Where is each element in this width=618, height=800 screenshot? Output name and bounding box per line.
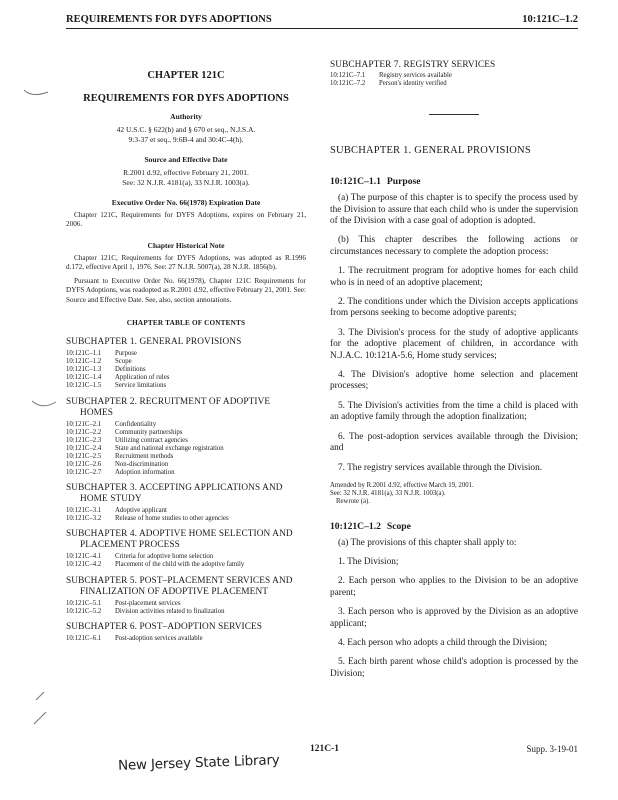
running-header xyxy=(66,8,578,29)
toc-entry-number: 10:121C–1.5 xyxy=(66,382,102,390)
toc-entry[interactable] xyxy=(66,374,306,382)
toc-entry-title: Division activities related to finalization xyxy=(115,607,225,615)
toc-entry-title: Registry services available xyxy=(379,72,452,79)
list-item: 6. The post-adoption services available through the Division; and xyxy=(330,431,578,454)
toc-entry[interactable] xyxy=(66,429,306,437)
margin-mark-icon xyxy=(22,86,52,100)
toc-entry-number: 10:121C–2.1 xyxy=(66,420,102,428)
toc-entry[interactable] xyxy=(66,515,306,523)
historical-note-heading: Chapter Historical Note xyxy=(147,240,225,250)
toc-subchapter-title xyxy=(66,622,306,633)
source-block xyxy=(66,155,306,187)
left-column xyxy=(66,62,306,643)
list-item: 3. The Division's process for the study of adoptive applicants for the adoptive placement of children, in accordance with N.J.A.C. 10:121A-5.6, Home study services; xyxy=(330,327,578,361)
toc-entry[interactable] xyxy=(66,561,306,569)
toc-entry[interactable] xyxy=(66,461,306,469)
toc-subchapter-title xyxy=(66,576,306,598)
toc-entry-number: 10:121C–1.4 xyxy=(66,374,102,382)
scope-list xyxy=(330,557,578,680)
toc-entry-title: Post-placement services xyxy=(115,599,181,607)
toc-entry-title: Recruitment methods xyxy=(115,452,174,460)
source-line: R.2001 d.92, effective February 21, 2001. xyxy=(123,168,249,177)
amendment-line: See: 32 N.J.R. 4181(a), 33 N.J.R. 1003(a). xyxy=(330,490,446,498)
subchapter-heading: SUBCHAPTER 1. GENERAL PROVISIONS xyxy=(330,145,531,157)
toc-title: CHAPTER TABLE OF CONTENTS xyxy=(126,319,246,328)
toc-subchapter-title xyxy=(66,337,306,348)
toc-entry-number: 10:121C–3.1 xyxy=(66,507,102,515)
authority-line: 9:3-37 et seq., 9:6B-4 and 30:4C-4(h). xyxy=(128,134,244,144)
toc-entry-number: 10:121C–2.5 xyxy=(66,452,102,460)
toc-subchapter-title-continuation: HOME STUDY xyxy=(80,494,142,505)
historical-note-block xyxy=(66,241,306,305)
toc-entry-number: 10:121C–4.1 xyxy=(66,553,102,561)
toc-entry-number: 10:121C–7.2 xyxy=(330,80,366,88)
paragraph: (a) The provisions of this chapter shall apply to: xyxy=(338,537,517,548)
toc-entry-number: 10:121C–4.2 xyxy=(66,561,102,569)
header-title: REQUIREMENTS FOR DYFS ADOPTIONS xyxy=(66,14,272,25)
toc-entry-title: Post-adoption services available xyxy=(115,634,203,642)
toc-entry-number: 10:121C–2.4 xyxy=(66,444,102,452)
toc-entry-title: Placement of the child with the adoptive family xyxy=(115,561,245,569)
paragraph: (a) The purpose of this chapter is to specify the process used by the Division to assure that each child who is under the supervision of the Division with a case goal of adoption is adopted. xyxy=(330,193,578,226)
toc-entry[interactable] xyxy=(66,382,306,390)
toc-entry-title: Non-discrimination xyxy=(115,461,169,469)
table-of-contents xyxy=(66,337,306,643)
toc-entry[interactable] xyxy=(66,421,306,429)
toc-subchapter-title xyxy=(66,483,306,505)
toc-subchapter-title-text: SUBCHAPTER 4. ADOPTIVE HOME SELECTION AND xyxy=(66,529,293,540)
list-item: 1. The Division; xyxy=(338,556,399,567)
toc-entry-number: 10:121C–2.2 xyxy=(66,428,102,436)
list-item: 2. The conditions under which the Division accepts applications from persons seeking to become adoptive parents; xyxy=(330,297,578,319)
toc-entry[interactable] xyxy=(66,350,306,358)
toc-subchapter-title-continuation: FINALIZATION OF ADOPTIVE PLACEMENT xyxy=(80,586,269,597)
historical-note-paragraph: Pursuant to Executive Order No. 66(1978), Chapter 121C Requirements for DYFS Adoptions, was readopted as R.2001 d.92, effective February 21, 2001. See: Source and Effective Date. See, also, section annotations. xyxy=(66,277,306,304)
toc-subchapter-items xyxy=(330,72,578,88)
toc-entry-number: 10:121C–7.1 xyxy=(330,72,366,79)
toc-entry-title: State and national exchange registration xyxy=(115,444,224,452)
header-section-number: 10:121C–1.2 xyxy=(522,14,578,25)
amendment-line: Amended by R.2001 d.92, effective March 19, 2001. xyxy=(330,481,474,489)
section-number: 10:121C–1.2 xyxy=(330,520,381,532)
toc-subchapter-title-text: SUBCHAPTER 2. RECRUITMENT OF ADOPTIVE xyxy=(66,396,271,407)
toc-entry[interactable] xyxy=(66,635,306,643)
toc-entry-number: 10:121C–2.3 xyxy=(66,436,102,444)
page-number: 121C-1 xyxy=(310,744,340,754)
toc-entry[interactable] xyxy=(330,72,578,80)
toc-entry[interactable] xyxy=(66,453,306,461)
section-title: Purpose xyxy=(386,176,421,188)
toc-entry-number: 10:121C–5.1 xyxy=(66,599,102,607)
list-item: 4. Each person who adopts a child through the Division; xyxy=(338,637,548,648)
amendment-line: Rewrote (a). xyxy=(336,498,370,506)
authority-line: 42 U.S.C. § 622(b) and § 670 et seq., N.J.S.A. xyxy=(116,125,256,134)
toc-entry-number: 10:121C–1.3 xyxy=(66,366,102,374)
toc-subchapter-title-text: SUBCHAPTER 1. GENERAL PROVISIONS xyxy=(66,337,242,348)
historical-note-paragraph: Chapter 121C, Requirements for DYFS Adoptions, was adopted as R.1996 d.172, effective April 1, 1976. See: 27 N.J.R. 5007(a), 28 N.J.R. 1856(b). xyxy=(66,253,306,271)
exec-order-block xyxy=(66,198,306,230)
section-heading xyxy=(330,176,578,187)
toc-entry-title: Application of rules xyxy=(115,374,170,382)
exec-order-text: Chapter 121C, Requirements for DYFS Adoptions, expires on February 21, 2006. xyxy=(66,211,306,229)
list-item: 7. The registry services available through the Division. xyxy=(338,462,543,473)
authority-block xyxy=(66,112,306,144)
toc-subchapter-title: SUBCHAPTER 7. REGISTRY SERVICES xyxy=(330,60,496,70)
source-line: See: 32 N.J.R. 4181(a), 33 N.J.R. 1003(a). xyxy=(122,177,250,187)
right-column xyxy=(330,60,578,688)
toc-entry-title: Release of home studies to other agencies xyxy=(115,515,229,523)
list-item: 1. The recruitment program for adoptive homes for each child who is in need of an adoptive placement; xyxy=(330,266,578,288)
supplement-date: Supp. 3-19-01 xyxy=(526,744,578,754)
toc-entry-number: 10:121C–1.2 xyxy=(66,358,102,366)
toc-entry-title: Definitions xyxy=(115,366,146,374)
toc-entry[interactable] xyxy=(66,445,306,453)
list-item: 2. Each person who applies to the Division to be an adoptive parent; xyxy=(330,576,578,598)
exec-order-heading: Executive Order No. 66(1978) Expiration Date xyxy=(111,198,261,207)
toc-entry-title: Scope xyxy=(115,358,132,366)
toc-entry-title: Adoption information xyxy=(115,469,175,477)
toc-entry-number: 10:121C–6.1 xyxy=(66,634,102,642)
authority-heading: Authority xyxy=(170,112,202,121)
library-stamp: New Jersey State Library xyxy=(117,752,280,774)
list-item: 5. The Division's activities from the time a child is placed with an adoptive family through the adoption finalization; xyxy=(330,400,578,423)
toc-entry-title: Service limitations xyxy=(115,382,167,390)
toc-entry-title: Purpose xyxy=(115,350,137,358)
toc-entry-number: 10:121C–2.7 xyxy=(66,469,102,477)
toc-entry-title: Person's identity verified xyxy=(379,80,447,88)
toc-entry[interactable] xyxy=(66,469,306,477)
toc-entry-number: 10:121C–2.6 xyxy=(66,461,102,469)
toc-subchapter-title-continuation: PLACEMENT PROCESS xyxy=(80,540,180,551)
chapter-title: REQUIREMENTS FOR DYFS ADOPTIONS xyxy=(83,93,289,104)
list-item: 4. The Division's adoptive home selection and placement processes; xyxy=(330,370,578,392)
toc-entry[interactable] xyxy=(66,437,306,445)
list-item: 3. Each person who is approved by the Division as an adoptive applicant; xyxy=(330,607,578,629)
section-heading xyxy=(330,521,578,532)
amendment-note xyxy=(330,482,578,507)
chapter-number: CHAPTER 121C xyxy=(147,70,225,81)
toc-entry[interactable] xyxy=(330,80,578,88)
toc-subchapter-title-text: SUBCHAPTER 5. POST–PLACEMENT SERVICES AND xyxy=(66,575,293,586)
toc-subchapter-title xyxy=(66,529,306,551)
toc-entry[interactable] xyxy=(66,366,306,374)
toc-entry-title: Adoptive applicant xyxy=(115,507,167,515)
toc-entry-number: 10:121C–3.2 xyxy=(66,515,102,523)
toc-entry-title: Criteria for adoptive home selection xyxy=(115,553,214,561)
source-heading: Source and Effective Date xyxy=(144,155,228,164)
toc-entry[interactable] xyxy=(66,608,306,616)
purpose-list xyxy=(330,266,578,474)
toc-entry-title: Confidentiality xyxy=(115,420,157,428)
toc-entry[interactable] xyxy=(66,358,306,366)
toc-subchapter-title-continuation: HOMES xyxy=(80,407,114,418)
toc-entry-number: 10:121C–1.1 xyxy=(66,350,102,358)
toc-entry[interactable] xyxy=(66,507,306,515)
toc-entry[interactable] xyxy=(66,600,306,608)
toc-entry-title: Community partnerships xyxy=(115,428,183,436)
toc-subchapter-title-text: SUBCHAPTER 3. ACCEPTING APPLICATIONS AND xyxy=(66,483,283,494)
toc-subchapter-title xyxy=(66,397,306,419)
section-title: Scope xyxy=(386,520,411,532)
toc-entry-title: Utilizing contract agencies xyxy=(115,436,188,444)
section-divider xyxy=(429,114,479,115)
margin-mark-icon xyxy=(30,690,50,726)
margin-mark-icon xyxy=(30,398,60,412)
toc-entry[interactable] xyxy=(66,553,306,561)
section-number: 10:121C–1.1 xyxy=(330,176,381,188)
list-item: 5. Each birth parent whose child's adoption is processed by the Division; xyxy=(330,657,578,679)
toc-subchapter-title-text: SUBCHAPTER 6. POST–ADOPTION SERVICES xyxy=(66,621,263,632)
paragraph: (b) This chapter describes the following actions or circumstances necessary to complete the adoption process: xyxy=(330,235,578,257)
toc-entry-number: 10:121C–5.2 xyxy=(66,607,102,615)
